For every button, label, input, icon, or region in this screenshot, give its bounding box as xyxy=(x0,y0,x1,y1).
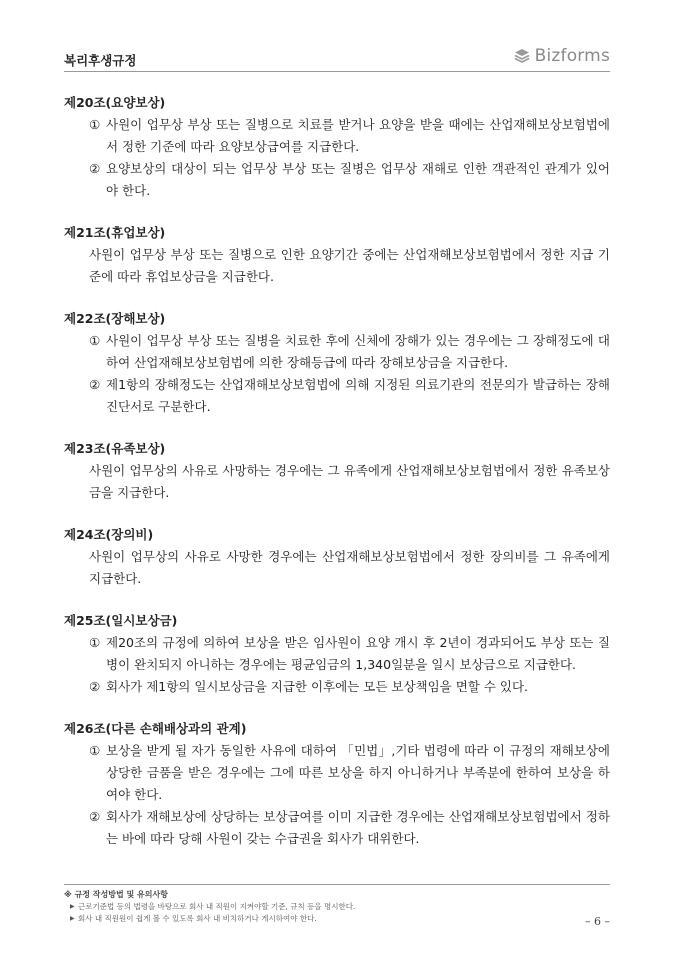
article-body: 사원이 업무상의 사유로 사망하는 경우에는 그 유족에게 산업재해보상보험법에서 정한 유족보상금을 지급한다. xyxy=(89,463,610,500)
footnote-item xyxy=(64,901,610,913)
triangle-bullet-icon: ▶ xyxy=(70,903,75,910)
article-title: 제26조(다른 손해배상과의 관계) xyxy=(64,721,247,736)
item-number: ② xyxy=(89,679,101,694)
article-item xyxy=(64,330,610,374)
article-title: 제25조(일시보상금) xyxy=(64,613,178,628)
article-title: 제24조(장의비) xyxy=(64,527,154,542)
item-number: ② xyxy=(89,161,101,176)
article-26 xyxy=(64,718,610,850)
article-title: 제23조(유족보상) xyxy=(64,441,166,456)
footnote xyxy=(64,884,610,925)
article-23 xyxy=(64,438,610,504)
article-item xyxy=(64,158,610,202)
stacked-layers-icon xyxy=(513,47,531,65)
article-body: 사원이 업무상의 사유로 사망한 경우에는 산업재해보상보험법에서 정한 장의비를 그 유족에게 지급한다. xyxy=(89,549,610,586)
article-24 xyxy=(64,524,610,590)
regulation-content xyxy=(64,92,610,870)
item-number: ① xyxy=(89,117,101,132)
footnote-text: 회사 내 직원원이 쉽게 볼 수 있도록 회사 내 비치하거나 게시하여야 한다. xyxy=(78,914,317,923)
footnote-item xyxy=(64,913,610,925)
item-text: 제20조의 규정에 의하여 보상을 받은 임사원이 요양 개시 후 2년이 경과되어도 부상 또는 질병이 완치되지 아니하는 경우에는 평균임금의 1,340일분을 일시 보상금으로 지급한다. xyxy=(106,635,610,672)
article-body: 사원이 업무상 부상 또는 질병으로 인한 요양기간 중에는 산업재해보상보험법에서 정한 지급 기준에 따라 휴업보상금을 지급한다. xyxy=(89,247,610,284)
item-number: ② xyxy=(89,377,101,392)
page-header xyxy=(64,44,610,72)
item-text: 사원이 업무상 부상 또는 질병으로 치료를 받거나 요양을 받을 때에는 산업재해보상보험법에서 정한 기준에 따라 요양보상급여를 지급한다. xyxy=(106,117,610,154)
article-item xyxy=(64,676,610,698)
page-number: – 6 – xyxy=(585,915,610,928)
article-item xyxy=(64,632,610,676)
article-title: 제22조(장해보상) xyxy=(64,311,166,326)
item-text: 제1항의 장해정도는 산업재해보상보험법에 의해 지정된 의료기관의 전문의가 발급하는 장해진단서로 구분한다. xyxy=(106,377,610,414)
article-item xyxy=(64,374,610,418)
article-item xyxy=(64,806,610,850)
article-22 xyxy=(64,308,610,418)
item-text: 회사가 제1항의 일시보상금을 지급한 이후에는 모든 보상책임을 면할 수 있다. xyxy=(106,679,529,694)
article-25 xyxy=(64,610,610,698)
footnote-text: 근로기준법 등의 법령을 바탕으로 회사 내 직원이 지켜야할 기준, 규칙 등을 명시한다. xyxy=(78,902,356,911)
item-text: 요양보상의 대상이 되는 업무상 부상 또는 질병은 업무상 재해로 인한 객관적인 관계가 있어야 한다. xyxy=(106,161,610,198)
article-21 xyxy=(64,222,610,288)
article-title: 제21조(휴업보상) xyxy=(64,225,166,240)
logo-text: Bizforms xyxy=(534,46,610,66)
document-title: 복리후생규정 xyxy=(64,53,137,68)
article-20 xyxy=(64,92,610,202)
item-number: ① xyxy=(89,635,101,650)
bizforms-logo xyxy=(513,46,610,66)
item-text: 사원이 업무상 부상 또는 질병을 치료한 후에 신체에 장해가 있는 경우에는 그 장해정도에 대하여 산업재해보상보험법에 의한 장해등급에 따라 장해보상금을 지급한다. xyxy=(106,333,610,370)
item-text: 보상을 받게 될 자가 동일한 사유에 대하여 「민법」,기타 법령에 따라 이 규정의 재해보상에 상당한 금품을 받은 경우에는 그에 따른 보상을 하지 아니하거나 부족분에 한하여 보상을 하여야 한다. xyxy=(106,743,610,802)
item-number: ② xyxy=(89,809,101,824)
item-number: ① xyxy=(89,743,101,758)
footnote-title: ※ 규정 작성방법 및 유의사항 xyxy=(64,890,168,899)
article-item xyxy=(64,114,610,158)
article-item xyxy=(64,740,610,806)
article-title: 제20조(요양보상) xyxy=(64,95,166,110)
item-text: 회사가 재해보상에 상당하는 보상급여를 이미 지급한 경우에는 산업재해보상보험법에서 정하는 바에 따라 당해 사원이 갖는 수급권을 회사가 대위한다. xyxy=(106,809,610,846)
item-number: ① xyxy=(89,333,101,348)
triangle-bullet-icon: ▶ xyxy=(70,915,75,922)
